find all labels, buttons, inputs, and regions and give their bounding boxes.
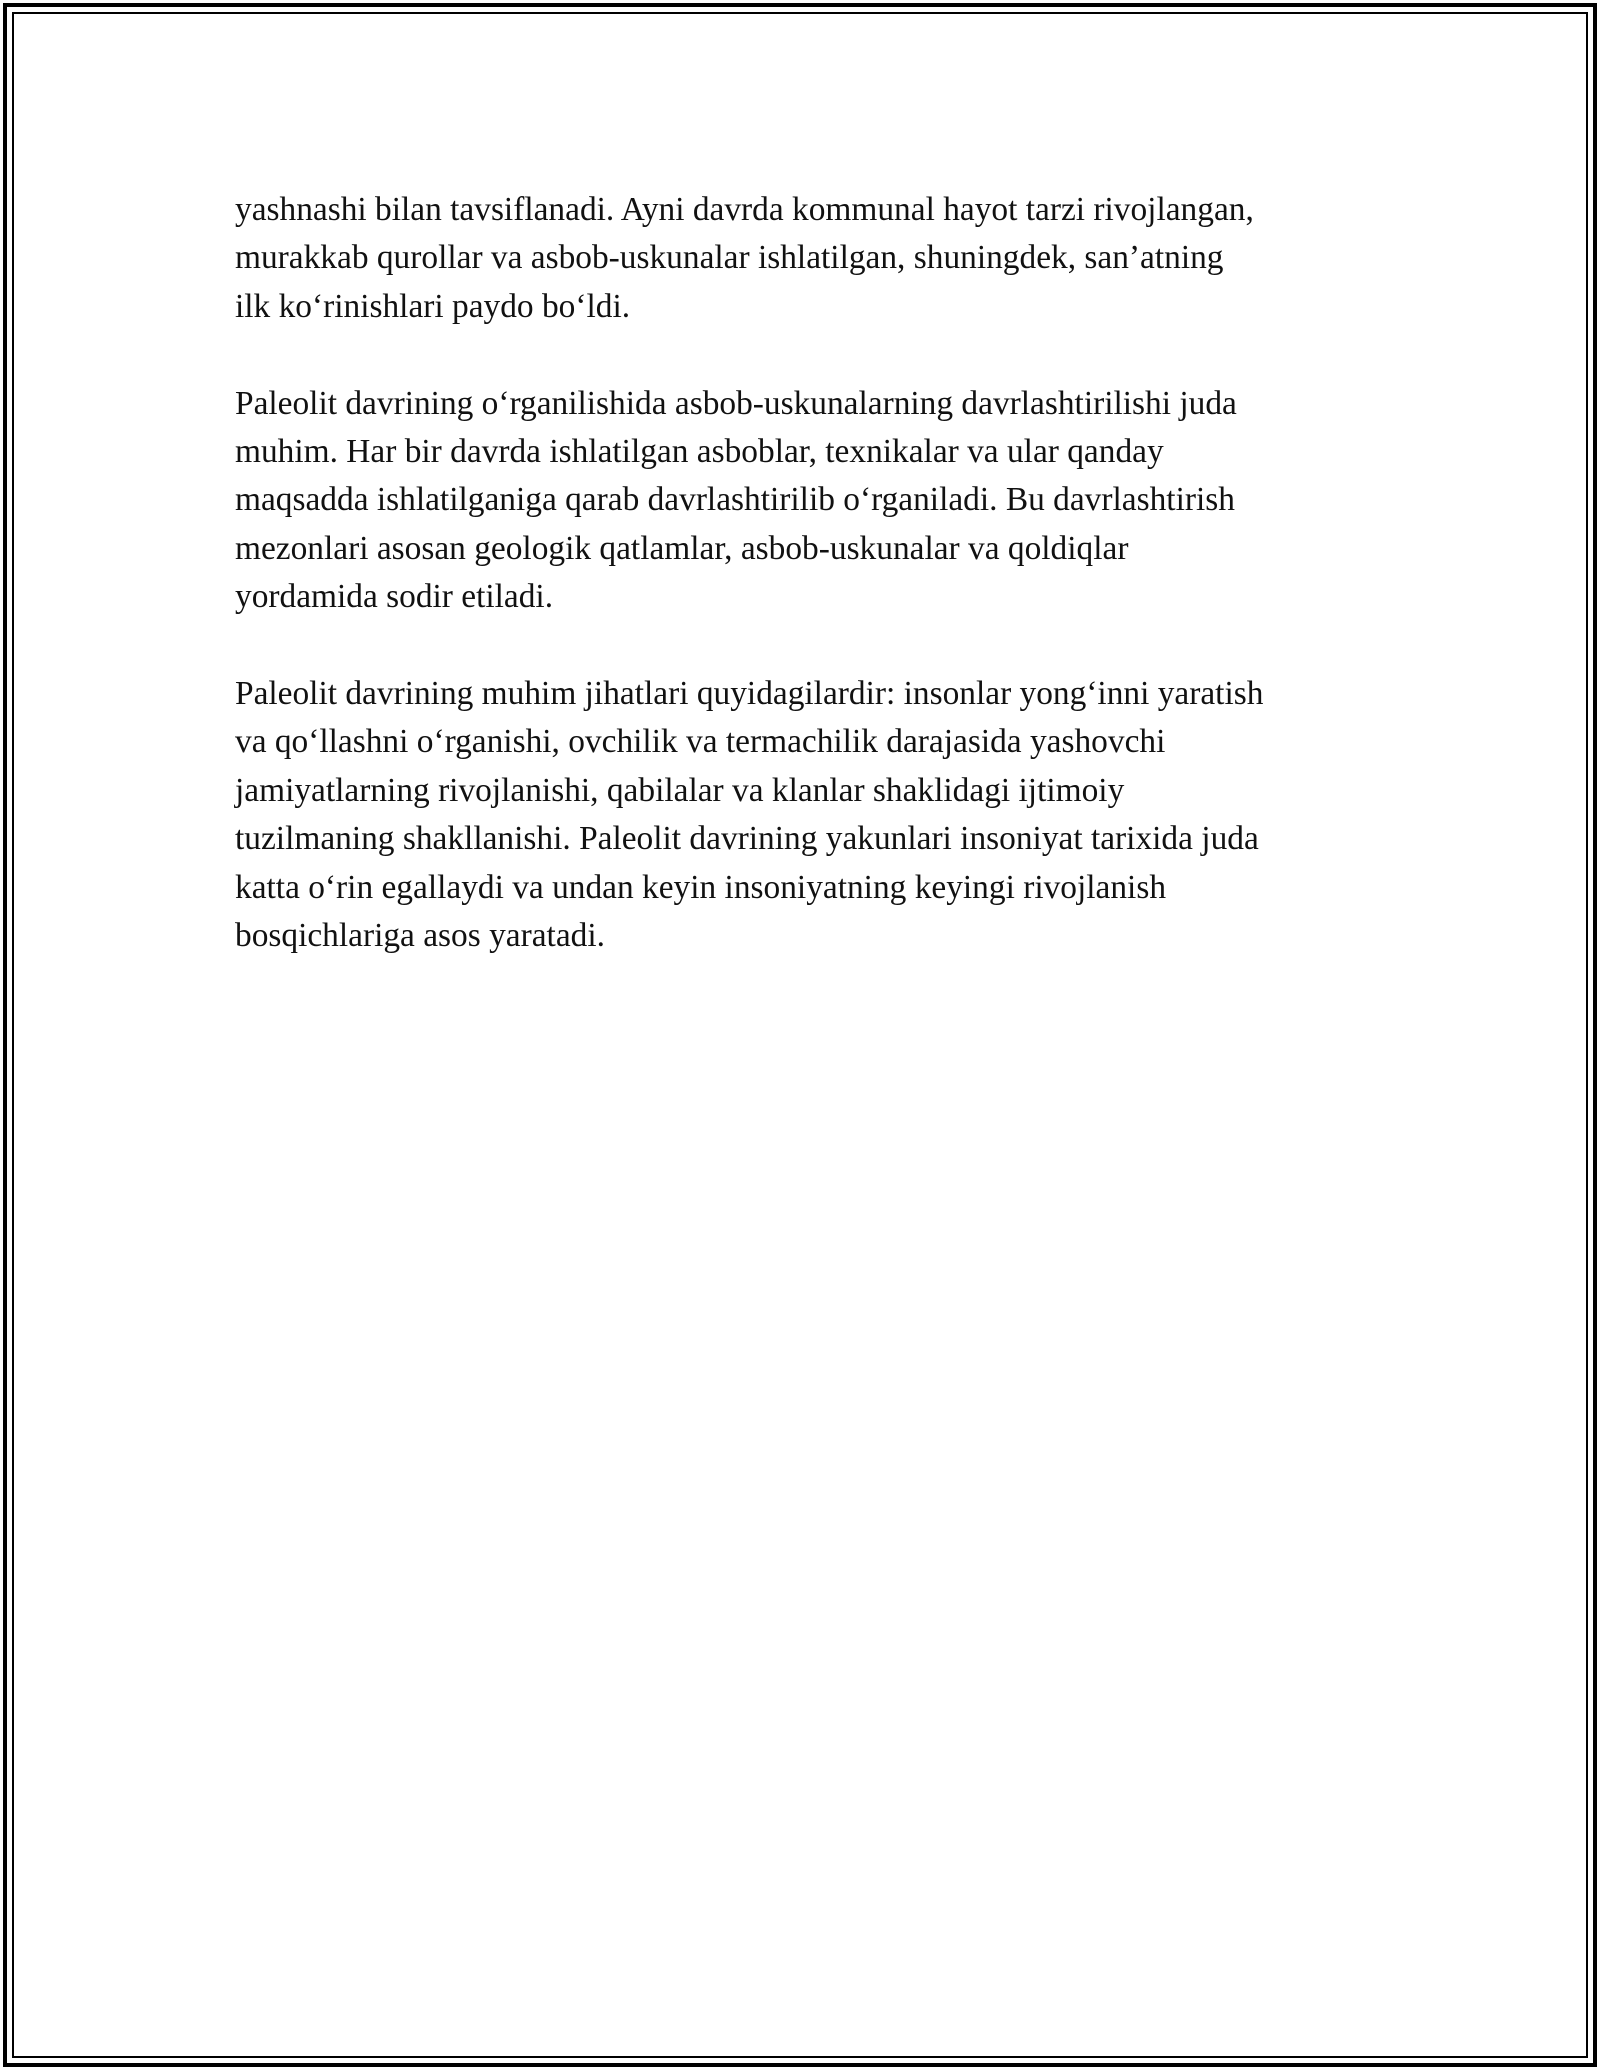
paragraph-line: Paleolit davrining o‘rganilishida asbob-uskunalarning davrlashtirilishi juda — [235, 384, 1237, 422]
paragraph-line: bosqichlariga asos yaratadi. — [235, 917, 605, 955]
paragraph-line: jamiyatlarning rivojlanishi, qabilalar va klanlar shaklidagi ijtimoiy — [235, 771, 1125, 809]
paragraph-line: katta o‘rin egallaydi va undan keyin insoniyatning keyingi rivojlanish — [235, 868, 1167, 906]
paragraph-line: mezonlari asosan geologik qatlamlar, asbob-uskunalar va qoldiqlar — [235, 529, 1129, 567]
paragraph-line: yashnashi bilan tavsiflanadi. Ayni davrda kommunal hayot tarzi rivojlangan, — [235, 191, 1254, 228]
paragraph-line: murakkab qurollar va asbob-uskunalar ishlatilgan, shuningdek, san’atning — [235, 239, 1224, 277]
paragraph-line: ilk ko‘rinishlari paydo bo‘ldi. — [235, 287, 631, 325]
paragraph-3 — [235, 670, 1375, 960]
document-body — [235, 186, 1375, 1009]
paragraph-line: Paleolit davrining muhim jihatlari quyidagilardir: insonlar yong‘inni yaratish — [235, 675, 1264, 713]
paragraph-line: yordamida sodir etiladi. — [235, 578, 554, 616]
paragraph-line: muhim. Har bir davrda ishlatilgan asboblar, texnikalar va ular qanday — [235, 433, 1164, 471]
paragraph-line: tuzilmaning shakllanishi. Paleolit davrining yakunlari insoniyat tarixida juda — [235, 820, 1259, 858]
paragraph-line: va qo‘llashni o‘rganishi, ovchilik va termachilik darajasida yashovchi — [235, 723, 1166, 761]
paragraph-line: maqsadda ishlatilganiga qarab davrlashtirilib o‘rganiladi. Bu davrlashtirish — [235, 481, 1235, 519]
paragraph-2 — [235, 380, 1375, 622]
paragraph-1 — [235, 186, 1375, 331]
